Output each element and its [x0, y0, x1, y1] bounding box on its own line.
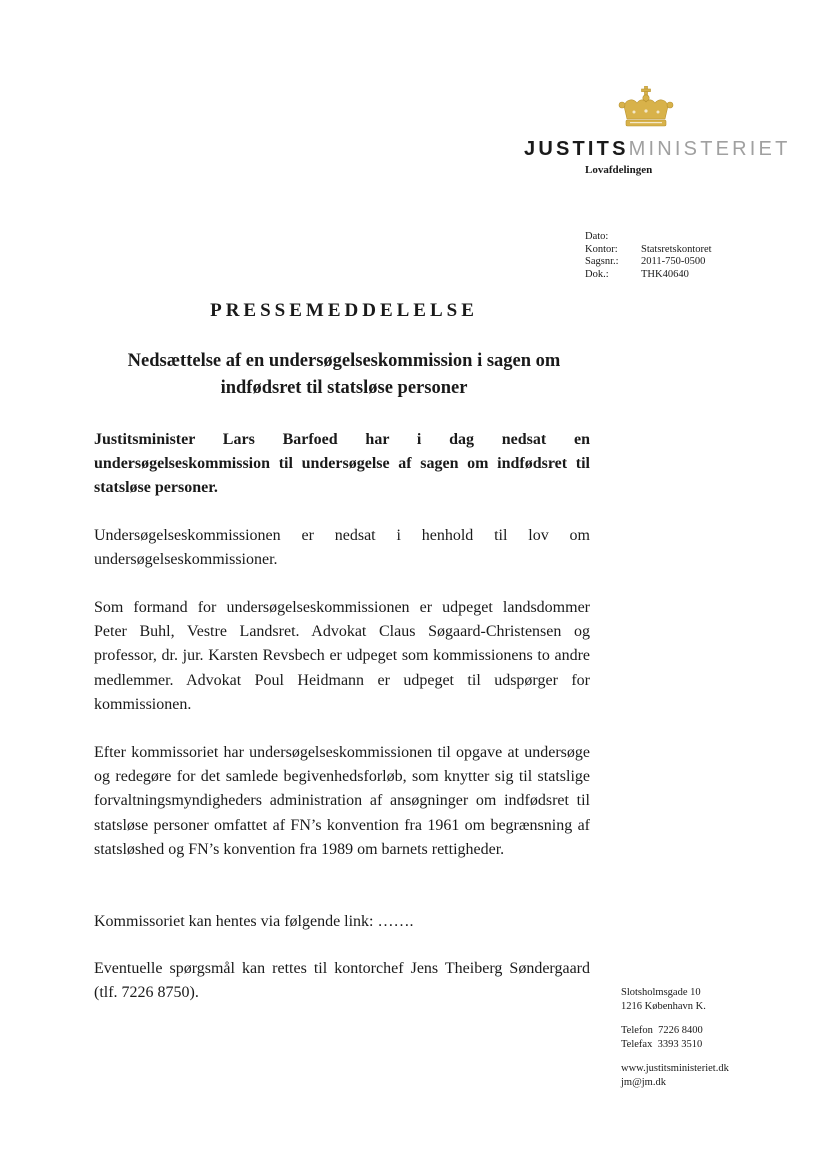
- meta-row-office: [585, 244, 712, 257]
- meta-label: Sagsnr.:: [585, 256, 619, 268]
- meta-row-date: [585, 231, 712, 244]
- ministry-logo-wordmark: [524, 137, 791, 161]
- address-city: 1216 København K.: [621, 1001, 706, 1012]
- email-link[interactable]: jm@jm.dk: [621, 1077, 666, 1088]
- meta-value: 2011-750-0500: [641, 256, 706, 268]
- phone-number: 7226 8400: [658, 1025, 703, 1036]
- body-paragraph: Kommissoriet kan hentes via følgende link: …….: [94, 913, 414, 930]
- fax-line: [621, 1038, 703, 1052]
- document-meta: [585, 231, 712, 281]
- meta-value: THK40640: [641, 268, 689, 280]
- logo-light-text: MINISTERIET: [628, 138, 791, 160]
- contact-phone-block: [621, 1024, 703, 1052]
- body-paragraph: Undersøgelseskommissionen er nedsat i henhold til lov om undersøgelseskommissioner.: [94, 527, 590, 569]
- department-name: Lovafdelingen: [585, 164, 653, 176]
- contact-web-block: [621, 1062, 729, 1090]
- meta-label: Kontor:: [585, 243, 618, 255]
- address-street: Slotsholmsgade 10: [621, 987, 701, 998]
- meta-value: Statsretskontoret: [641, 243, 712, 255]
- document-headline: Nedsættelse af en undersøgelseskommission i sagen om indfødsret til statsløse personer: [127, 351, 561, 398]
- body-paragraph: Efter kommissoriet har undersøgelseskommissionen til opgave at undersøge og redegøre for det samlede begivenhedsforløb, som knytter sig til statslige forvaltningsmyndigheders administration af ansøgninger om indfødsret til statsløse personer omfattet af FN’s konvention fra 1961 om begrænsning af statsløshed og FN’s konvention fra 1989 om barnets rettigheder.: [94, 744, 590, 858]
- crown-logo-icon: [618, 86, 674, 132]
- body-paragraph: Som formand for undersøgelseskommissionen er udpeget landsdommer Peter Buhl, Vestre Landsret. Advokat Claus Søgaard-Christensen og professor, dr. jur. Karsten Revsbech er udpeget som kommissionens to andre medlemmer. Advokat Poul Heidmann er udpeget til udspørger for kommissionen.: [94, 599, 590, 713]
- website-link[interactable]: www.justitsministeriet.dk: [621, 1063, 729, 1074]
- body-paragraph: Eventuelle spørgsmål kan rettes til kontorchef Jens Theiberg Søndergaard (tlf. 7226 8750).: [94, 960, 590, 1002]
- lead-paragraph: Justitsminister Lars Barfoed har i dag nedsat en undersøgelseskommission til undersøgelse af sagen om indfødsret til statsløse personer.: [94, 431, 590, 497]
- phone-label: Telefon: [621, 1025, 653, 1036]
- meta-label: Dok.:: [585, 268, 609, 280]
- address-block: [621, 986, 706, 1014]
- fax-label: Telefax: [621, 1039, 653, 1050]
- meta-row-document: [585, 269, 712, 282]
- meta-row-case-number: [585, 256, 712, 269]
- logo-strong-text: JUSTITS: [524, 138, 629, 160]
- document-heading: PRESSEMEDDELELSE: [210, 300, 478, 321]
- meta-label: Dato:: [585, 231, 609, 242]
- phone-line: [621, 1024, 703, 1038]
- fax-number: 3393 3510: [657, 1039, 703, 1050]
